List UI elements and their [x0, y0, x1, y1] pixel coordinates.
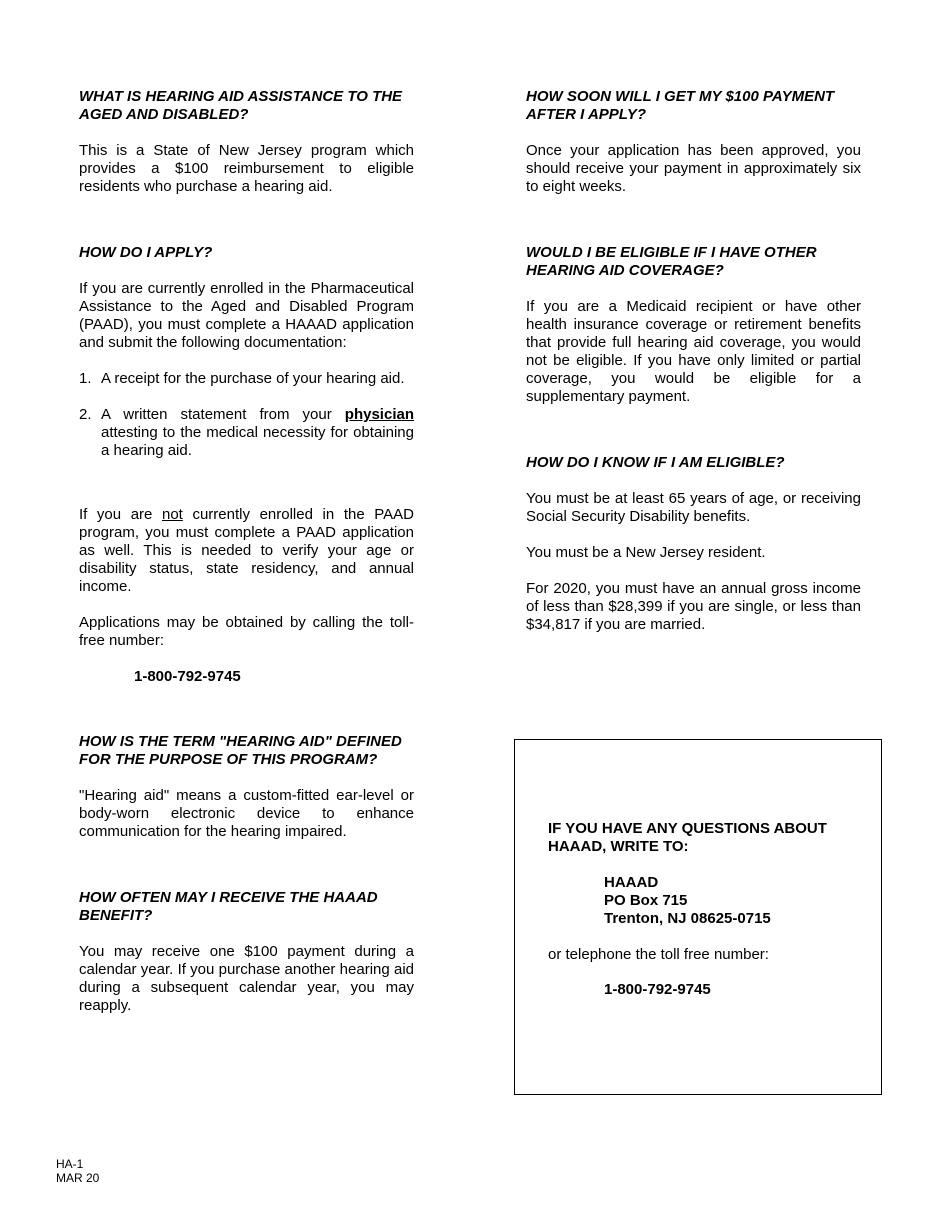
documentation-list [79, 370, 414, 460]
form-date: MAR 20 [56, 1171, 100, 1185]
answer-what-is-haaad: This is a State of New Jersey program which provides a $100 reimbursement to eligible residents who purchase a hearing aid. [79, 142, 414, 195]
list-item-text-post: attesting to the medical necessity for obtaining a hearing aid. [101, 424, 414, 459]
answer-how-soon: Once your application has been approved, you should receive your payment in approximately six to eight weeks. [526, 142, 861, 195]
not-enrolled-paragraph [79, 506, 414, 596]
left-column [79, 88, 414, 1015]
answer-other-coverage: If you are a Medicaid recipient or have other health insurance coverage or retirement benefits that provide full hearing aid coverage, you would not be eligible. If you have only limited or partial coverage, you would be eligible for a supplementary payment. [526, 298, 861, 405]
eligibility-age: You must be at least 65 years of age, or receiving Social Security Disability benefits. [526, 490, 861, 525]
list-number: 1. [79, 370, 92, 387]
question-other-coverage: WOULD I BE ELIGIBLE IF I HAVE OTHER HEARING AID COVERAGE? [526, 244, 817, 279]
list-item-text-pre: A written statement from your [101, 406, 332, 423]
answer-how-apply: If you are currently enrolled in the Pharmaceutical Assistance to the Aged and Disabled Program (PAAD), you must complete a HAAAD application and submit the following documentation: [79, 280, 414, 351]
telephone-prompt: or telephone the toll free number: [548, 946, 769, 963]
question-how-apply: HOW DO I APPLY? [79, 244, 213, 261]
contact-heading: IF YOU HAVE ANY QUESTIONS ABOUT HAAAD, WRITE TO: [548, 820, 827, 855]
contact-box [514, 739, 882, 1095]
list-item [79, 370, 414, 388]
not-enrolled-post: currently enrolled in the PAAD program, you must complete a PAAD application as well. This is needed to verify your age or disability status, state residency, and annual income. [79, 506, 414, 595]
eligibility-residency: You must be a New Jersey resident. [526, 544, 766, 561]
question-how-soon: HOW SOON WILL I GET MY $100 PAYMENT AFTER I APPLY? [526, 88, 835, 123]
applications-paragraph: Applications may be obtained by calling the toll-free number: [79, 614, 414, 649]
phone-number: 1-800-792-9745 [134, 668, 241, 685]
question-what-is-haaad: WHAT IS HEARING AID ASSISTANCE TO THE AGED AND DISABLED? [79, 88, 403, 123]
address-line-po-box: PO Box 715 [604, 892, 688, 909]
form-code: HA-1 [56, 1157, 84, 1171]
question-hearing-aid-definition: HOW IS THE TERM "HEARING AID" DEFINED FOR THE PURPOSE OF THIS PROGRAM? [79, 733, 402, 768]
address-line-name: HAAAD [604, 874, 659, 891]
footer [56, 1157, 99, 1185]
answer-how-often: You may receive one $100 payment during a calendar year. If you purchase another hearing aid during a subsequent calendar year, you may reapply. [79, 943, 414, 1014]
answer-hearing-aid-definition: "Hearing aid" means a custom-fitted ear-level or body-worn electronic device to enhance communication for the hearing impaired. [79, 787, 414, 840]
right-column [526, 88, 861, 634]
physician-emphasis: physician [344, 406, 414, 423]
contact-box-content [548, 820, 868, 999]
list-number: 2. [79, 406, 92, 423]
not-emphasis: not [162, 506, 183, 523]
list-item-text: A receipt for the purchase of your hearing aid. [101, 370, 405, 387]
question-eligibility: HOW DO I KNOW IF I AM ELIGIBLE? [526, 454, 785, 471]
address-line-city: Trenton, NJ 08625-0715 [604, 910, 771, 927]
list-item [79, 406, 414, 460]
question-how-often: HOW OFTEN MAY I RECEIVE THE HAAAD BENEFIT? [79, 889, 378, 924]
contact-phone-number: 1-800-792-9745 [604, 981, 711, 998]
not-enrolled-pre: If you are [79, 506, 153, 523]
eligibility-income: For 2020, you must have an annual gross income of less than $28,399 if you are single, or less than $34,817 if you are married. [526, 580, 861, 633]
